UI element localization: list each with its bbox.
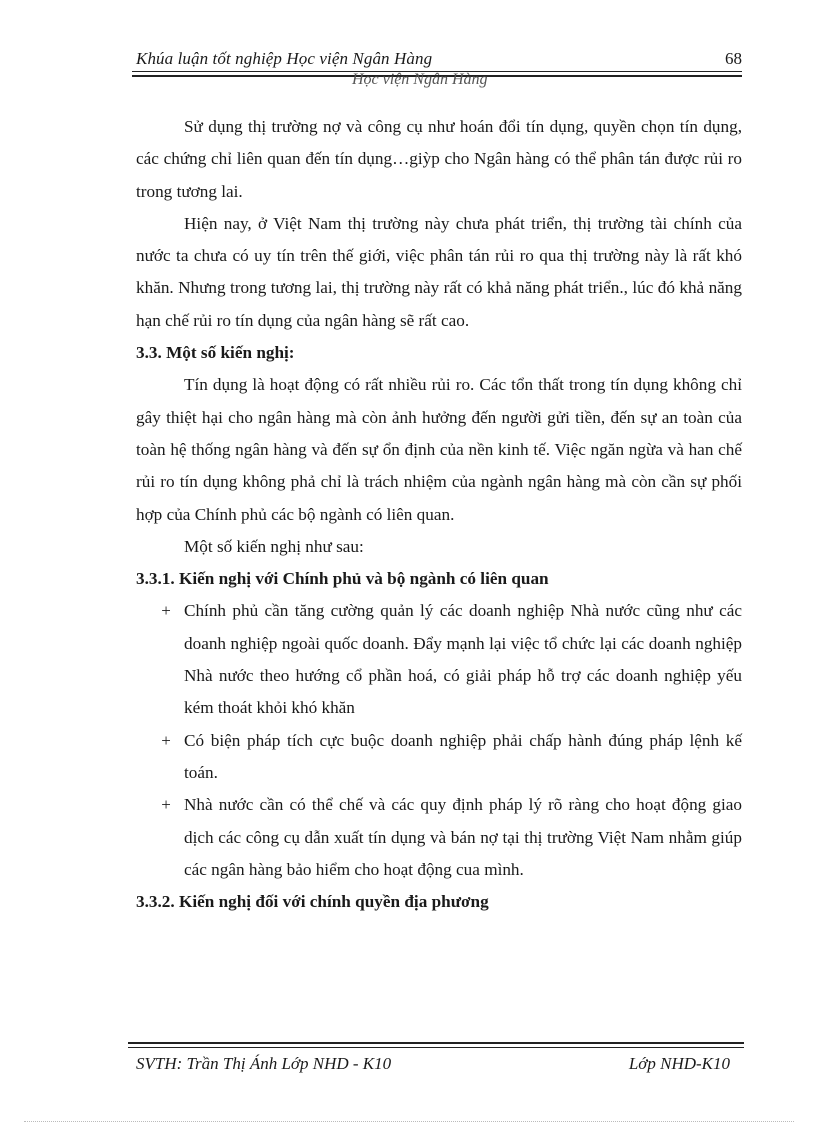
footer-author: SVTH: Trần Thị Ánh Lớp NHD - K10 bbox=[136, 1054, 392, 1073]
list-item bbox=[136, 595, 742, 724]
section-heading: 3.3. Một số kiến nghị: bbox=[136, 343, 295, 363]
paragraph: Sử dụng thị trường nợ và công cụ như hoán đổi tín dụng, quyền chọn tín dụng, các chứng chỉ liên quan đến tín dụng…giỳp cho Ngân hàng có thể phân tán được rủi ro trong tương lai. bbox=[136, 117, 742, 201]
list-item bbox=[136, 725, 742, 790]
list-item bbox=[136, 789, 742, 886]
paragraph: Tín dụng là hoạt động có rất nhiều rủi ro. Các tổn thất trong tín dụng không chỉ gây thiệt hại cho ngân hàng mà còn ảnh hưởng đến người gửi tiền, đến sự an toàn của toàn hệ thống ngân hàng và đến sự ổn định của nền kinh tế. Việc ngăn ngừa và han chế rủi ro tín dụng không phả chỉ là trách nhiệm của ngành ngân hàng mà còn cần sự phối hợp của Chính phủ các bộ ngành có liên quan. bbox=[136, 375, 742, 524]
header-title: Khúa luận tốt nghiệp Học viện Ngân Hàng bbox=[136, 49, 433, 68]
list-item-text: Chính phủ cần tăng cường quản lý các doanh nghiệp Nhà nước cũng như các doanh nghiệp ngoài quốc doanh. Đẩy mạnh lại việc tổ chức lại các doanh nghiệp Nhà nước theo hướng cổ phần hoá, có giải pháp hỗ trợ các doanh nghiệp yếu kém thoát khỏi khó khăn bbox=[184, 601, 742, 718]
plus-bullet-icon: + bbox=[161, 730, 171, 750]
list-item-text: Nhà nước cần có thể chế và các quy định pháp lý rõ ràng cho hoạt động giao dịch các công cụ dẫn xuất tín dụng và bán nợ tại thị trường Việt Nam nhằm giúp các ngân hàng bảo hiểm cho hoạt động cua mình. bbox=[184, 795, 742, 879]
recommendation-list bbox=[136, 595, 742, 886]
plus-bullet-icon: + bbox=[161, 795, 171, 815]
paragraph: Hiện nay, ở Việt Nam thị trường này chưa phát triển, thị trường tài chính của nước ta chưa có uy tín trên thế giới, việc phân tán rủi ro qua thị trường này là rất khó khăn. Nhưng trong tương lai, thị trường này rất có khả năng phát triển., lúc đó khả năng hạn chế rủi ro tín dụng của ngân hàng sẽ rất cao. bbox=[136, 213, 742, 330]
footer-rule-thin bbox=[128, 1047, 744, 1048]
document-body bbox=[136, 111, 742, 918]
subsection-heading: 3.3.1. Kiến nghị với Chính phủ và bộ ngành có liên quan bbox=[136, 569, 549, 589]
list-item-text: Có biện pháp tích cực buộc doanh nghiệp phải chấp hành đúng pháp lệnh kế toán. bbox=[184, 730, 742, 782]
paragraph: Một số kiến nghị như sau: bbox=[184, 536, 364, 556]
footer-class: Lớp NHD-K10 bbox=[628, 1054, 730, 1073]
header-watermark: Học viện Ngân Hàng bbox=[352, 71, 488, 88]
footer-rule-thick bbox=[128, 1042, 744, 1044]
plus-bullet-icon: + bbox=[161, 601, 171, 621]
page-border-dotted bbox=[24, 1121, 794, 1122]
page-number: 68 bbox=[725, 49, 742, 68]
subsection-heading: 3.3.2. Kiến nghị đối với chính quyền địa phương bbox=[136, 892, 489, 912]
